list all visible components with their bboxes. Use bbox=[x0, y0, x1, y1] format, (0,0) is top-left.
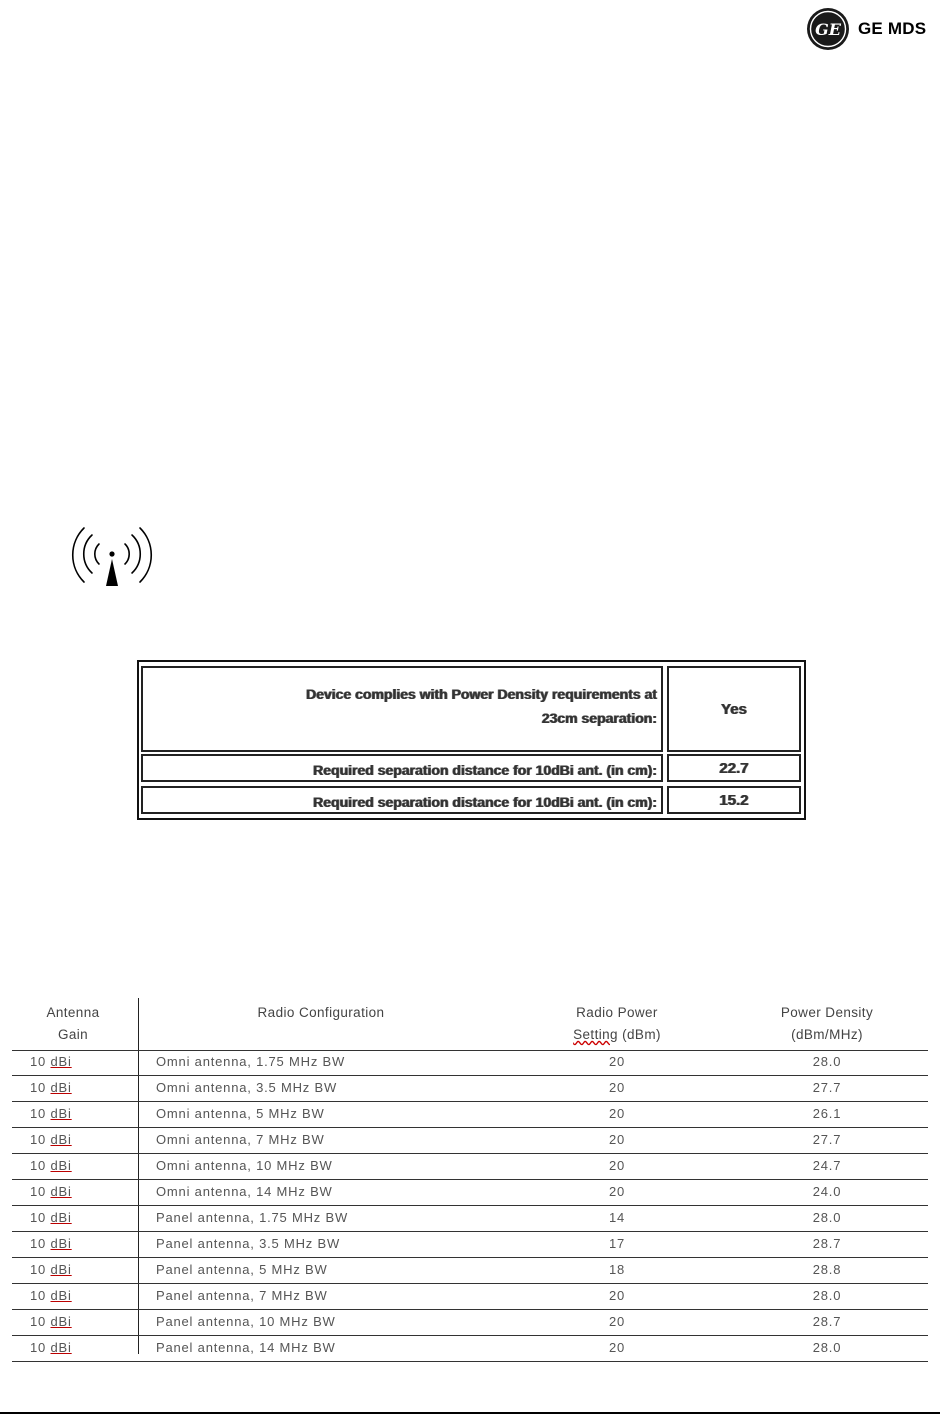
antenna-gain-cell: 10 dBi bbox=[30, 1236, 72, 1251]
header-antenna-gain: Antenna Gain bbox=[46, 1005, 100, 1042]
compliance-label: Device complies with Power Density requirements at 23cm separation: bbox=[141, 666, 663, 752]
power-density-cell: 28.7 bbox=[812, 1236, 842, 1251]
compliance-row bbox=[141, 666, 801, 752]
radio-power-cell: 20 bbox=[608, 1314, 626, 1329]
power-density-cell: 24.7 bbox=[812, 1158, 842, 1173]
radio-configuration-cell: Omni antenna, 14 MHz BW bbox=[156, 1184, 333, 1199]
table-row bbox=[12, 1284, 928, 1309]
radio-configuration-cell: Omni antenna, 1.75 MHz BW bbox=[156, 1054, 346, 1069]
radio-configuration-cell: Panel antenna, 3.5 MHz BW bbox=[156, 1236, 341, 1251]
header-power-density: Power Density (dBm/MHz) bbox=[780, 1005, 874, 1042]
table-row bbox=[12, 1206, 928, 1231]
table-row bbox=[12, 1128, 928, 1153]
compliance-row bbox=[141, 754, 801, 782]
antenna-gain-cell: 10 dBi bbox=[30, 1080, 72, 1095]
power-density-cell: 28.0 bbox=[812, 1288, 842, 1303]
brand-logo bbox=[806, 6, 936, 52]
power-density-cell: 27.7 bbox=[812, 1080, 842, 1095]
table-row bbox=[12, 1258, 928, 1283]
antenna-gain-cell: 10 dBi bbox=[30, 1054, 72, 1069]
radio-power-cell: 20 bbox=[608, 1054, 626, 1069]
compliance-label: Required separation distance for 10dBi ant. (in cm): bbox=[141, 786, 663, 814]
radio-power-cell: 14 bbox=[608, 1210, 626, 1225]
radio-power-cell: 20 bbox=[608, 1288, 626, 1303]
table-row bbox=[12, 1336, 928, 1361]
table-header bbox=[12, 998, 928, 1050]
radio-configuration-cell: Panel antenna, 5 MHz BW bbox=[156, 1262, 328, 1277]
power-density-cell: 28.8 bbox=[812, 1262, 842, 1277]
antenna-gain-cell: 10 dBi bbox=[30, 1262, 72, 1277]
power-density-table bbox=[12, 998, 928, 1362]
table-row bbox=[12, 1102, 928, 1127]
brand-name: GE MDS bbox=[858, 19, 927, 38]
antenna-gain-cell: 10 dBi bbox=[30, 1288, 72, 1303]
radio-configuration-cell: Panel antenna, 1.75 MHz BW bbox=[156, 1210, 349, 1225]
radio-power-cell: 20 bbox=[608, 1106, 626, 1121]
radio-configuration-cell: Panel antenna, 7 MHz BW bbox=[156, 1288, 328, 1303]
table-row bbox=[12, 1076, 928, 1101]
radio-configuration-cell: Omni antenna, 10 MHz BW bbox=[156, 1158, 333, 1173]
table-row bbox=[12, 1050, 928, 1075]
antenna-gain-cell: 10 dBi bbox=[30, 1340, 72, 1355]
antenna-gain-cell: 10 dBi bbox=[30, 1210, 72, 1225]
radio-configuration-cell: Panel antenna, 14 MHz BW bbox=[156, 1340, 336, 1355]
antenna-gain-cell: 10 dBi bbox=[30, 1132, 72, 1147]
power-density-cell: 28.0 bbox=[812, 1210, 842, 1225]
radio-power-cell: 20 bbox=[608, 1132, 626, 1147]
compliance-table bbox=[137, 660, 804, 820]
table-row bbox=[12, 1232, 928, 1257]
svg-text:GE: GE bbox=[815, 20, 841, 39]
table-row bbox=[12, 1154, 928, 1179]
compliance-label: Required separation distance for 10dBi ant. (in cm): bbox=[141, 754, 663, 782]
antenna-gain-cell: 10 dBi bbox=[30, 1184, 72, 1199]
radio-power-cell: 17 bbox=[608, 1236, 626, 1251]
compliance-row bbox=[141, 786, 801, 814]
radio-power-cell: 20 bbox=[608, 1080, 626, 1095]
radio-power-cell: 20 bbox=[608, 1184, 626, 1199]
compliance-value: Yes bbox=[667, 666, 801, 752]
power-density-cell: 28.0 bbox=[812, 1340, 842, 1355]
power-density-cell: 26.1 bbox=[812, 1106, 842, 1121]
radio-power-cell: 20 bbox=[608, 1340, 626, 1355]
header-radio-configuration: Radio Configuration bbox=[257, 1005, 385, 1020]
antenna-gain-cell: 10 dBi bbox=[30, 1314, 72, 1329]
radio-configuration-cell: Omni antenna, 3.5 MHz BW bbox=[156, 1080, 338, 1095]
antenna-gain-cell: 10 dBi bbox=[30, 1158, 72, 1173]
power-density-cell: 24.0 bbox=[812, 1184, 842, 1199]
radio-power-cell: 18 bbox=[608, 1262, 626, 1277]
radio-power-cell: 20 bbox=[608, 1158, 626, 1173]
radio-configuration-cell: Panel antenna, 10 MHz BW bbox=[156, 1314, 336, 1329]
power-density-cell: 28.7 bbox=[812, 1314, 842, 1329]
table-body bbox=[12, 1050, 928, 1362]
compliance-value: 15.2 bbox=[667, 786, 801, 814]
radio-configuration-cell: Omni antenna, 7 MHz BW bbox=[156, 1132, 325, 1147]
page-bottom-rule bbox=[0, 1412, 940, 1414]
row-rule bbox=[12, 1361, 928, 1362]
table-row bbox=[12, 1180, 928, 1205]
compliance-value: 22.7 bbox=[667, 754, 801, 782]
power-density-cell: 28.0 bbox=[812, 1054, 842, 1069]
table-row bbox=[12, 1310, 928, 1335]
radio-configuration-cell: Omni antenna, 5 MHz BW bbox=[156, 1106, 325, 1121]
power-density-cell: 27.7 bbox=[812, 1132, 842, 1147]
radio-frequency-warning-icon bbox=[68, 526, 156, 590]
ge-monogram-icon bbox=[806, 7, 850, 51]
antenna-gain-cell: 10 dBi bbox=[30, 1106, 72, 1121]
header-radio-power: Radio Power Setting (dBm) bbox=[573, 1005, 661, 1042]
